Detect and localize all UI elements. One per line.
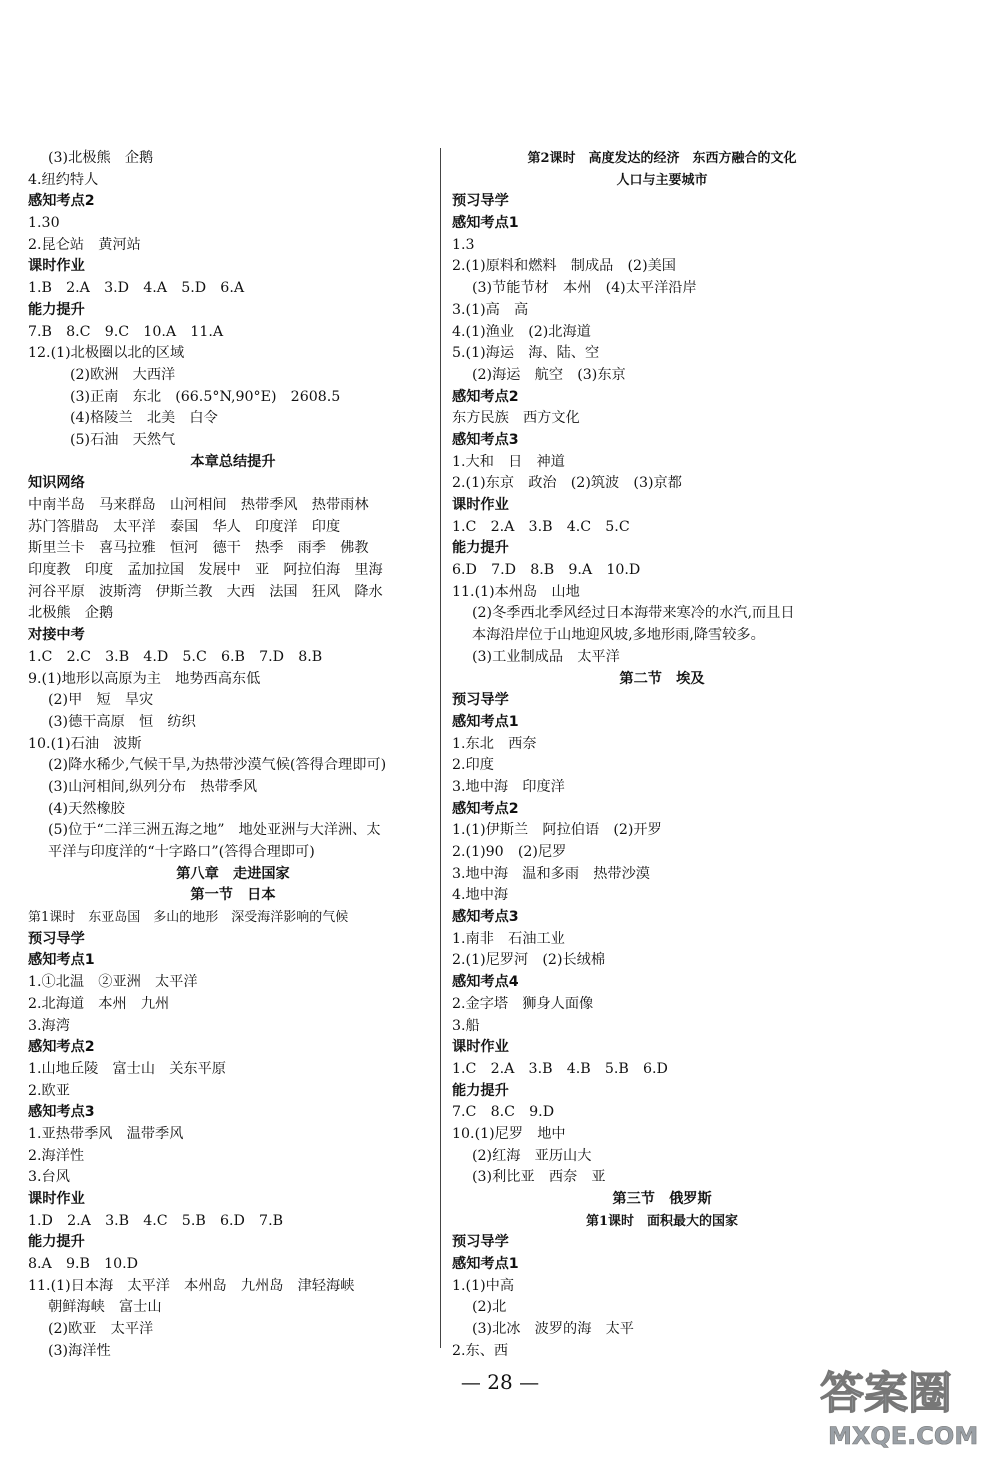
answer-line: 朝鲜海峡 富士山 (48, 1299, 162, 1316)
answer-line: 2.(1)东京 政治 (2)筑波 (3)京都 (452, 475, 682, 492)
chapter-heading: 第2课时 高度发达的经济 东西方融合的文化 (527, 151, 797, 166)
column-divider (440, 148, 441, 1348)
section-heading: 课时作业 (28, 1191, 85, 1207)
answer-line: 4.纽约特人 (28, 171, 99, 188)
chapter-heading: 第一节 日本 (190, 887, 276, 904)
section-heading: 感知考点4 (452, 974, 519, 991)
answer-line: 7.B 8.C 9.C 10.A 11.A (28, 323, 224, 340)
section-heading: 感知考点1 (28, 952, 95, 969)
answer-line: 1.C 2.C 3.B 4.D 5.C 6.B 7.D 8.B (28, 648, 323, 665)
answer-line: (2)红海 亚历山大 (472, 1147, 592, 1164)
answer-line: (2)欧洲 大西洋 (70, 366, 176, 383)
section-heading: 预习导学 (452, 1234, 509, 1251)
answer-line: 3.台风 (28, 1169, 70, 1186)
answer-line: 本海沿岸位于山地迎风坡,多地形雨,降雪较多。 (472, 627, 765, 644)
answer-line: 12.(1)北极圈以北的区域 (28, 345, 185, 362)
answer-line: 2.(1)90 (2)尼罗 (452, 844, 567, 860)
section-heading: 感知考点2 (452, 800, 519, 817)
chapter-heading: 第二节 埃及 (619, 670, 705, 687)
section-heading: 感知考点2 (28, 193, 95, 210)
section-heading: 预习导学 (452, 692, 509, 709)
answer-line: (3)北冰 波罗的海 太平 (472, 1321, 634, 1338)
answer-line: 1.南非 石油工业 (452, 930, 565, 947)
answer-line: 1.(1)伊斯兰 阿拉伯语 (2)开罗 (452, 822, 662, 839)
answer-line: 斯里兰卡 喜马拉雅 恒河 德干 热季 雨季 佛教 (28, 540, 369, 557)
section-heading: 课时作业 (28, 258, 85, 275)
svg-text:MXQE.COM: MXQE.COM (828, 1422, 979, 1450)
section-heading: 能力提升 (28, 301, 85, 318)
section-heading: 课时作业 (452, 1039, 509, 1056)
answer-line: 1.大和 日 神道 (452, 453, 565, 470)
section-heading: 对接中考 (28, 627, 85, 644)
answer-line: 10.(1)尼罗 地中 (452, 1125, 566, 1142)
answer-line: (5)位于“二洋三洲五海之地” 地处亚洲与大洋洲、太 (48, 822, 381, 839)
section-heading: 感知考点1 (452, 713, 519, 730)
answer-line: (2)海运 航空 (3)东京 (472, 366, 626, 383)
answer-line: 3.地中海 温和多雨 热带沙漠 (452, 865, 650, 882)
section-heading: 能力提升 (452, 540, 509, 557)
answer-line: (3)节能节材 本州 (4)太平洋沿岸 (472, 280, 697, 297)
section-heading: 知识网络 (28, 475, 85, 492)
answer-line: (3)山河相间,纵列分布 热带季风 (48, 778, 258, 795)
answer-line: 7.C 8.C 9.D (452, 1104, 555, 1121)
answer-line: 2.(1)尼罗河 (2)长绒棉 (452, 952, 606, 969)
answer-line: 2.金字塔 狮身人面像 (452, 995, 594, 1012)
answer-line: 6.D 7.D 8.B 9.A 10.D (452, 562, 641, 579)
answer-line: 1.(1)中高 (452, 1277, 515, 1294)
answer-line: 11.(1)日本海 太平洋 本州岛 九州岛 津轻海峡 (28, 1277, 355, 1294)
svg-text:答案圈: 答案圈 (820, 1368, 952, 1419)
answer-line: (2)欧亚 太平洋 (48, 1321, 154, 1338)
answer-line: (4)格陵兰 北美 白令 (70, 410, 218, 427)
answer-line: (3)北极熊 企鹅 (48, 150, 154, 166)
answer-line: 11.(1)本州岛 山地 (452, 583, 580, 600)
section-heading: 能力提升 (452, 1082, 509, 1099)
answer-line: 印度教 印度 孟加拉国 发展中 亚 阿拉伯海 里海 (28, 562, 383, 579)
answer-line: 2.印度 (452, 757, 494, 774)
chapter-heading: 第八章 走进国家 (176, 865, 290, 882)
answer-line: (3)海洋性 (48, 1342, 111, 1359)
section-heading: 预习导学 (28, 930, 85, 947)
answer-line: (2)甲 短 旱灾 (48, 692, 154, 709)
answer-line: (3)利比亚 西奈 亚 (472, 1169, 606, 1186)
answer-line: 第1课时 东亚岛国 多山的地形 深受海洋影响的气候 (28, 910, 349, 926)
chapter-heading: 本章总结提升 (190, 453, 276, 470)
watermark-logo (810, 1348, 980, 1458)
answer-line: (5)石油 天然气 (70, 431, 176, 448)
answer-line: (2)降水稀少,气候干旱,为热带沙漠气候(答得合理即可) (48, 757, 387, 774)
answer-line: (2)冬季西北季风经过日本海带来寒冷的水汽,而且日 (472, 605, 795, 622)
section-heading: 感知考点1 (452, 215, 519, 232)
answer-line: 5.(1)海运 海、陆、空 (452, 345, 600, 362)
answer-line: 3.船 (452, 1017, 480, 1034)
answer-line: 1.30 (28, 215, 60, 232)
section-heading: 感知考点2 (452, 388, 519, 405)
answer-line: 中南半岛 马来群岛 山河相间 热带季风 热带雨林 (28, 497, 369, 513)
left-column (28, 148, 438, 1363)
answer-line: 2.昆仑站 黄河站 (28, 236, 141, 253)
answer-line: 1.山地丘陵 富士山 关东平原 (28, 1060, 226, 1077)
section-heading: 能力提升 (28, 1234, 85, 1251)
answer-line: 1.①北温 ②亚洲 太平洋 (28, 974, 198, 991)
page-number: — 28 — (460, 1370, 540, 1394)
section-heading: 感知考点3 (452, 431, 519, 448)
chapter-heading: 第三节 俄罗斯 (612, 1191, 712, 1207)
section-heading: 感知考点3 (28, 1104, 95, 1121)
section-heading: 课时作业 (452, 497, 509, 513)
answer-line: (3)德干高原 恒 纺织 (48, 713, 196, 730)
answer-line: 3.地中海 印度洋 (452, 778, 565, 795)
answer-line: 河谷平原 波斯湾 伊斯兰教 大西 法国 狂风 降水 (28, 583, 383, 600)
answer-line: (2)北 (472, 1299, 507, 1316)
answer-line: 1.B 2.A 3.D 4.A 5.D 6.A (28, 280, 245, 297)
answer-line: 3.海湾 (28, 1017, 70, 1034)
answer-line: 1.3 (452, 236, 475, 253)
answer-line: 1.亚热带季风 温带季风 (28, 1125, 184, 1142)
answer-line: 1.东北 西奈 (452, 735, 537, 752)
answer-line: 1.C 2.A 3.B 4.C 5.C (452, 518, 630, 535)
answer-line: 平洋与印度洋的“十字路口”(答得合理即可) (48, 844, 315, 860)
answer-line: 9.(1)地形以高原为主 地势西高东低 (28, 670, 261, 687)
answer-line: 3.(1)高 高 (452, 301, 529, 318)
chapter-heading: 人口与主要城市 (616, 172, 708, 188)
answer-line: 4.地中海 (452, 887, 509, 904)
answer-line: 2.东、西 (452, 1342, 509, 1359)
answer-line: 2.北海道 本州 九州 (28, 995, 170, 1012)
answer-line: 1.D 2.A 3.B 4.C 5.B 6.D 7.B (28, 1212, 284, 1229)
answer-line: 苏门答腊岛 太平洋 泰国 华人 印度洋 印度 (28, 518, 341, 535)
answer-line: (3)正南 东北 (66.5°N,90°E) 2608.5 (70, 388, 341, 405)
answer-line: 2.欧亚 (28, 1082, 70, 1099)
answer-line: 4.(1)渔业 (2)北海道 (452, 323, 591, 340)
answer-line: 10.(1)石油 波斯 (28, 735, 142, 752)
right-column (452, 148, 872, 1363)
answer-line: (3)工业制成品 太平洋 (472, 648, 620, 665)
section-heading: 预习导学 (452, 193, 509, 210)
section-heading: 感知考点2 (28, 1039, 95, 1056)
answer-line: 北极熊 企鹅 (28, 605, 114, 622)
section-heading: 感知考点3 (452, 909, 519, 926)
answer-line: 东方民族 西方文化 (452, 410, 580, 427)
answer-line: 8.A 9.B 10.D (28, 1256, 139, 1273)
answer-line: (4)天然橡胶 (48, 800, 125, 817)
section-heading: 感知考点1 (452, 1256, 519, 1273)
answer-line: 1.C 2.A 3.B 4.B 5.B 6.D (452, 1060, 668, 1077)
answer-line: 2.(1)原料和燃料 制成品 (2)美国 (452, 258, 676, 275)
chapter-heading: 第1课时 面积最大的国家 (585, 1213, 739, 1229)
answer-line: 2.海洋性 (28, 1147, 85, 1164)
